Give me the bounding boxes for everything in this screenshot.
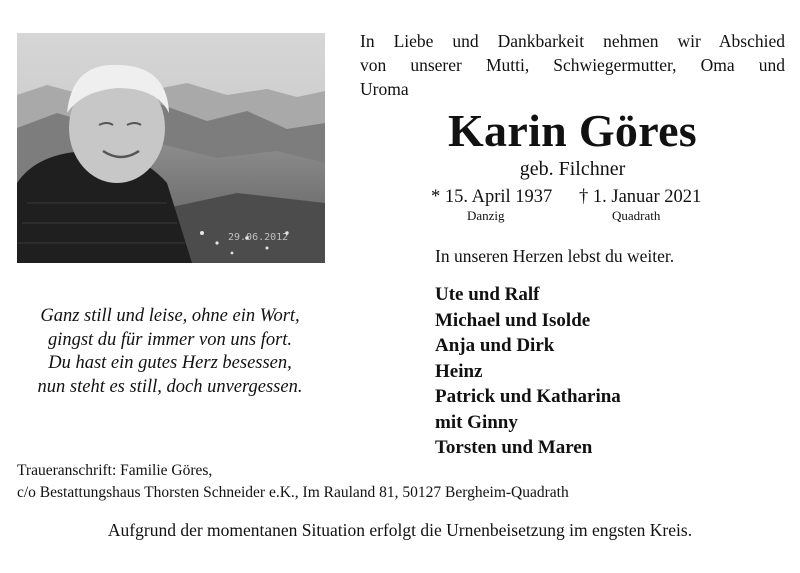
intro-line: In Liebe und Dankbarkeit nehmen wir Abschied — [360, 31, 785, 51]
birth-place: Danzig — [467, 208, 505, 223]
family-member: Heinz — [435, 360, 483, 382]
family-member: Torsten und Maren — [435, 437, 593, 458]
family-member: Patrick und Katharina — [435, 386, 621, 407]
mourning-address — [17, 460, 569, 504]
portrait-photo — [17, 33, 325, 263]
family-list — [435, 282, 621, 461]
family-member: mit Ginny — [435, 411, 518, 433]
poem-line: Du hast ein gutes Herz besessen, — [48, 353, 292, 373]
poem-line: Ganz still und leise, ohne ein Wort, — [40, 306, 300, 326]
motto: In unseren Herzen lebst du weiter. — [435, 246, 675, 266]
poem-line: gingst du für immer von uns fort. — [47, 329, 293, 350]
family-member: Ute und Ralf — [435, 284, 540, 305]
photo-date-stamp: 29.06.2012 — [228, 232, 289, 243]
poem-line: nun steht es still, doch unvergessen. — [37, 376, 303, 397]
address-line: Traueranschrift: Familie Göres, — [17, 462, 213, 479]
address-line: c/o Bestattungshaus Thorsten Schneider e.K., Im Rauland 81, 50127 Bergheim-Quadrath — [17, 484, 569, 501]
family-member: Michael und Isolde — [435, 309, 591, 331]
portrait-image — [17, 33, 325, 263]
maiden-name: geb. Filchner — [519, 158, 626, 180]
death-place: Quadrath — [612, 208, 661, 223]
burial-note: Aufgrund der momentanen Situation erfolgt die Urnenbeisetzung im engsten Kreis. — [107, 520, 693, 540]
intro-line: von unserer Mutti, Schwiegermutter, Oma und — [360, 55, 785, 75]
death-date: † 1. Januar 2021 — [579, 187, 702, 207]
birth-date: * 15. April 1937 — [431, 187, 553, 207]
poem — [0, 305, 340, 399]
family-member: Anja und Dirk — [435, 335, 555, 356]
deceased-name: Karin Göres — [447, 105, 698, 156]
intro-line: Uroma — [360, 79, 409, 99]
intro-text — [360, 29, 785, 101]
